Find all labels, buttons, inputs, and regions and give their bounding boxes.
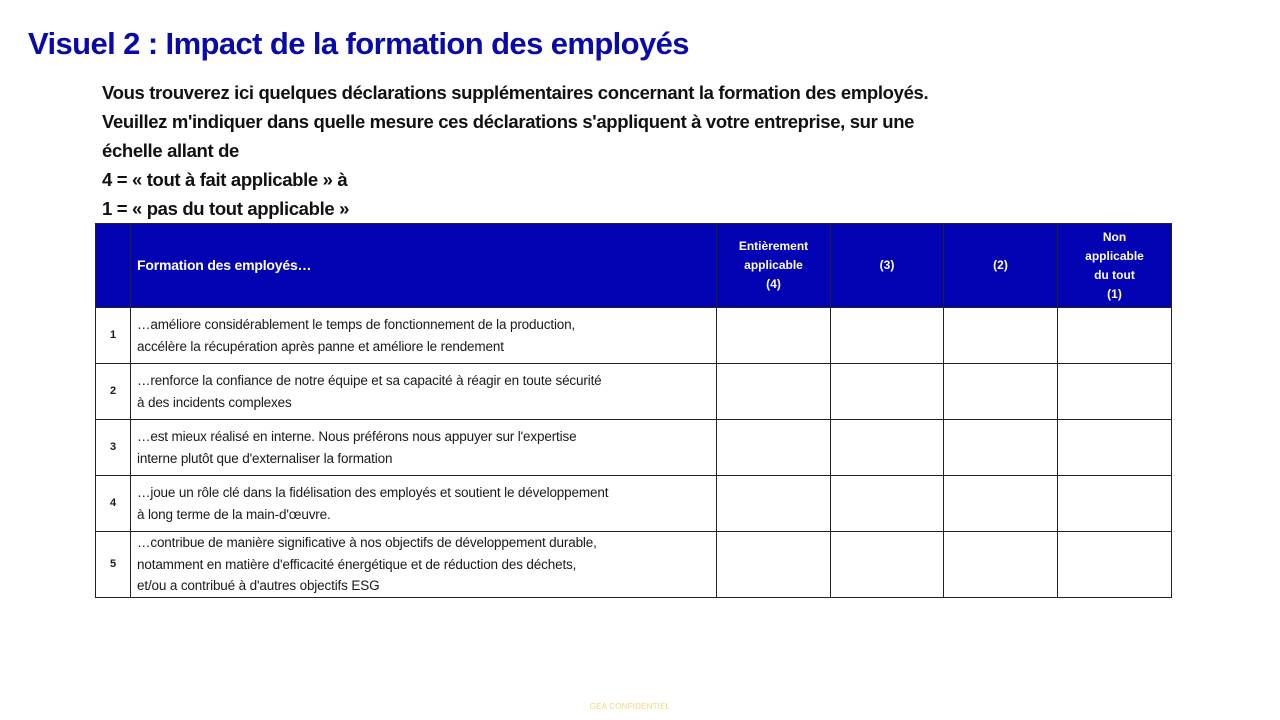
header-rating-1-line: (1) [1107, 286, 1122, 301]
statement-line: …est mieux réalisé en interne. Nous préférons nous appuyer sur l'expertise [137, 429, 577, 444]
header-rating-1-line: Non [1102, 229, 1127, 244]
answer-cell-2[interactable] [944, 308, 1058, 364]
statement-line: …joue un rôle clé dans la fidélisation des employés et soutient le développement [137, 485, 609, 500]
scale-min-definition: 1 = « pas du tout applicable » [102, 198, 350, 219]
instructions [102, 78, 1102, 223]
table-row [96, 364, 1172, 420]
instructions-line: Veuillez m'indiquer dans quelle mesure ces déclarations s'appliquent à votre entreprise, sur une [102, 111, 915, 132]
instructions-line: échelle allant de [102, 140, 239, 161]
statement-line: …contribue de manière significative à nos objectifs de développement durable, [137, 535, 597, 550]
header-rating-4-line: applicable [744, 258, 803, 272]
row-number: 4 [96, 476, 131, 532]
header-rating-3: (3) [831, 224, 944, 308]
answer-cell-4[interactable] [717, 420, 831, 476]
answer-cell-4[interactable] [717, 364, 831, 420]
row-statement [131, 532, 717, 598]
header-rating-4 [717, 224, 831, 308]
page-title: Visuel 2 : Impact de la formation des employés [28, 26, 689, 61]
answer-cell-3[interactable] [831, 476, 944, 532]
statement-line: et/ou a contribué à d'autres objectifs ESG [137, 578, 380, 593]
row-number: 2 [96, 364, 131, 420]
answer-cell-4[interactable] [717, 476, 831, 532]
answer-cell-1[interactable] [1058, 532, 1172, 598]
row-number: 1 [96, 308, 131, 364]
statement-line: interne plutôt que d'externaliser la formation [137, 450, 393, 466]
answer-cell-1[interactable] [1058, 364, 1172, 420]
row-statement [131, 476, 717, 532]
table-row [96, 532, 1172, 598]
confidential-footer: GEA CONFIDENTIEL [589, 702, 671, 711]
header-statement: Formation des employés… [131, 224, 717, 308]
row-statement [131, 420, 717, 476]
row-statement [131, 364, 717, 420]
scale-max-definition: 4 = « tout à fait applicable » à [102, 169, 348, 190]
answer-cell-3[interactable] [831, 532, 944, 598]
answer-cell-1[interactable] [1058, 420, 1172, 476]
answer-cell-3[interactable] [831, 420, 944, 476]
answer-cell-2[interactable] [944, 364, 1058, 420]
answer-cell-1[interactable] [1058, 476, 1172, 532]
header-rating-4-line: (4) [766, 277, 781, 291]
answer-cell-4[interactable] [717, 308, 831, 364]
statement-line: accélère la récupération après panne et améliore le rendement [137, 338, 504, 354]
answer-cell-4[interactable] [717, 532, 831, 598]
row-statement [131, 308, 717, 364]
header-rating-1 [1058, 224, 1172, 308]
answer-cell-1[interactable] [1058, 308, 1172, 364]
rating-table [95, 223, 1172, 598]
table-header-row [96, 224, 1172, 308]
row-number: 5 [96, 532, 131, 598]
row-number: 3 [96, 420, 131, 476]
answer-cell-2[interactable] [944, 476, 1058, 532]
answer-cell-3[interactable] [831, 308, 944, 364]
header-rating-4-line: Entièrement [738, 239, 809, 253]
answer-cell-2[interactable] [944, 532, 1058, 598]
statement-line: …améliore considérablement le temps de fonctionnement de la production, [137, 317, 576, 332]
table-row [96, 420, 1172, 476]
statement-line: à long terme de la main-d'œuvre. [137, 506, 331, 522]
header-rating-1-line: applicable [1085, 248, 1144, 263]
statement-line: …renforce la confiance de notre équipe et sa capacité à réagir en toute sécurité [137, 373, 602, 388]
header-rating-2: (2) [944, 224, 1058, 308]
table-row [96, 308, 1172, 364]
answer-cell-3[interactable] [831, 364, 944, 420]
table-row [96, 476, 1172, 532]
header-number [96, 224, 131, 308]
statement-line: à des incidents complexes [137, 394, 292, 410]
statement-line: notamment en matière d'efficacité énergétique et de réduction des déchets, [137, 556, 577, 572]
answer-cell-2[interactable] [944, 420, 1058, 476]
instructions-line: Vous trouverez ici quelques déclarations supplémentaires concernant la formation des employés. [102, 82, 929, 103]
header-rating-1-line: du tout [1094, 267, 1135, 282]
